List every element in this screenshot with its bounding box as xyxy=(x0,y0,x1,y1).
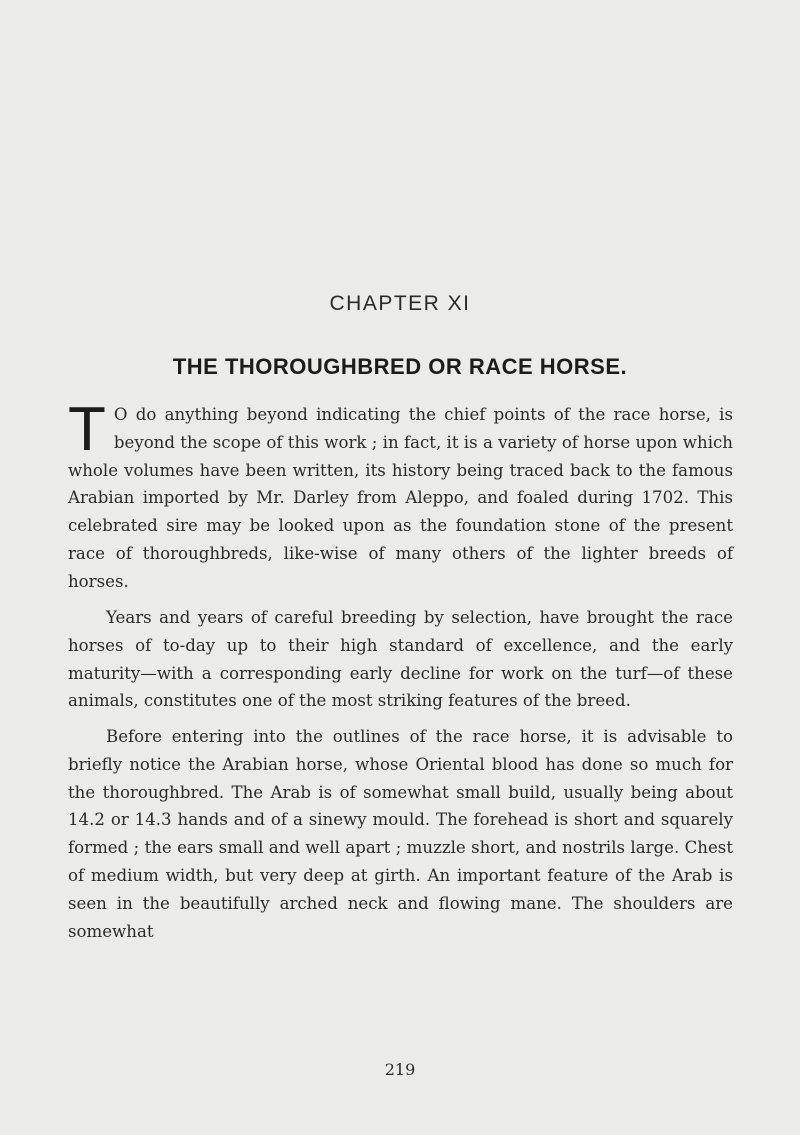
paragraph-1-text: O do anything beyond indicating the chief points of the race horse, is beyond the scope of this work ; in fact, it is a variety of horse upon which whole volumes have been written, its history being traced back to the famous Arabian imported by Mr. Darley from Aleppo, and foaled during 1702. This celebrated sire may be looked upon as the foundation stone of the present race of thoroughbreds, like-wise of many others of the lighter breeds of horses. xyxy=(68,405,733,591)
page-number: 219 xyxy=(384,1060,416,1079)
paragraph-1-block xyxy=(68,395,733,596)
chapter-heading: CHAPTER XI xyxy=(329,292,471,315)
chapter-title: THE THOROUGHBRED OR RACE HORSE. xyxy=(172,354,628,379)
paragraph-1 xyxy=(68,395,733,596)
paragraph-3: Before entering into the outlines of the race horse, it is advisable to briefly notice the Arabian horse, whose Oriental blood has done so much for the thoroughbred. The Arab is of somewhat small build, usually being about 14.2 or 14.3 hands and of a sinewy mould. The forehead is short and squarely formed ; the ears small and well apart ; muzzle short, and nostrils large. Chest of medium width, but very deep at girth. An important feature of the Arab is seen in the beautifully arched neck and flowing mane. The shoulders are somewhat xyxy=(68,727,733,941)
paragraph-3-block xyxy=(68,723,733,945)
paragraph-2: Years and years of careful breeding by selection, have brought the race horses of to-day up to their high standard of excellence, and the early maturity—with a corresponding early decline for work on the turf—of these animals, constitutes one of the most striking features of the breed. xyxy=(68,608,733,711)
drop-cap: T xyxy=(68,395,106,464)
paragraph-2-block xyxy=(68,604,733,715)
